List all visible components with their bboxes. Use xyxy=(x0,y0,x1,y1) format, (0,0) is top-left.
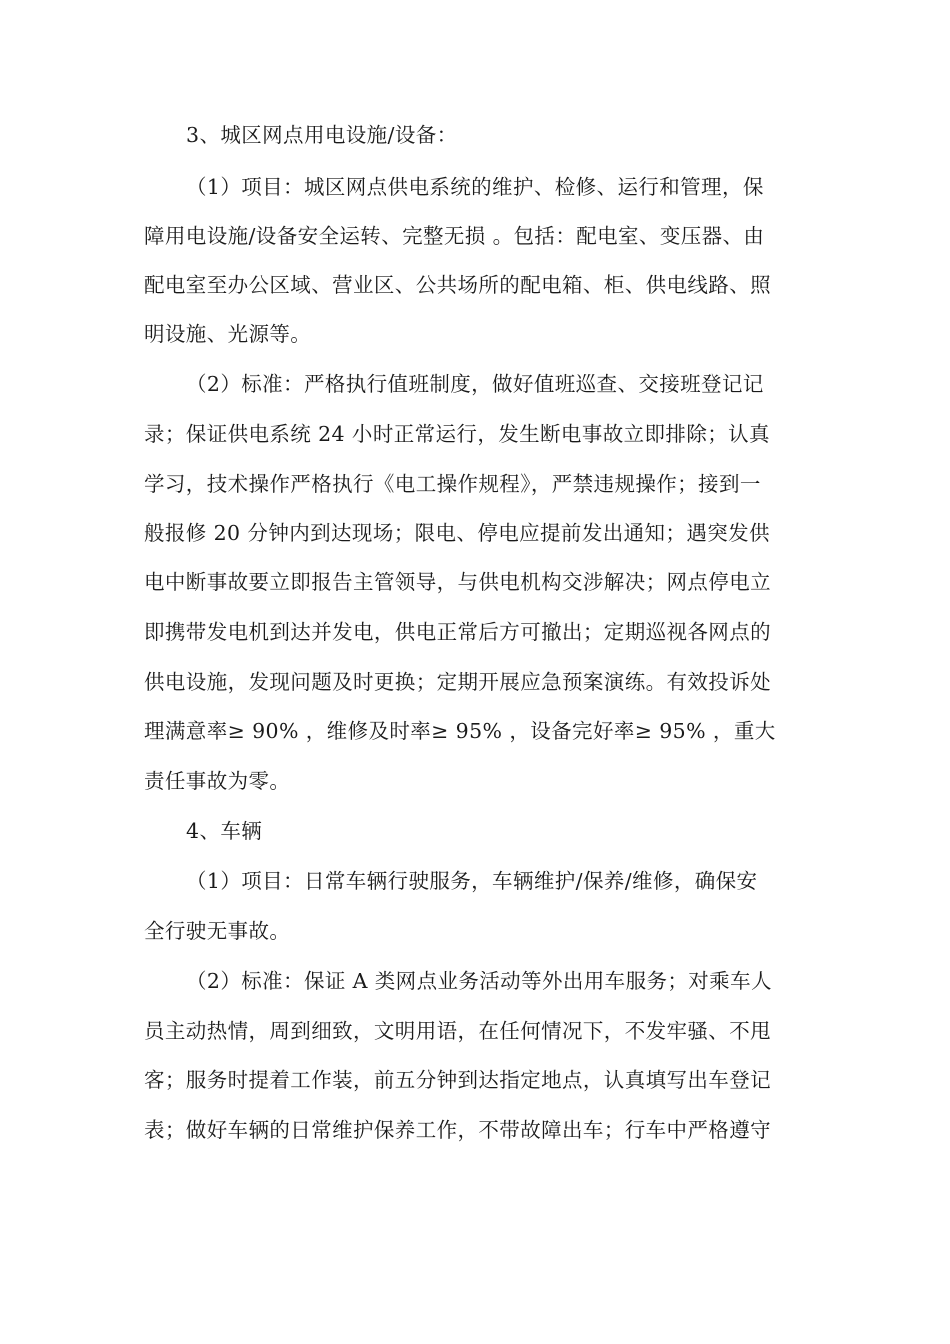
section-3-item-2-line: 电中断事故要立即报告主管领导，与供电机构交涉解决；网点停电立 xyxy=(144,570,771,594)
section-4-item-2-line: （2）标准：保证 A 类网点业务活动等外出用车服务；对乘车人 xyxy=(186,969,772,993)
section-3-item-2-line: 般报修 20 分钟内到达现场；限电、停电应提前发出通知；遇突发供 xyxy=(144,521,770,545)
section-3-item-2-line: （2）标准：严格执行值班制度，做好值班巡查、交接班登记记 xyxy=(186,372,764,396)
section-3-item-1-line: 明设施、光源等。 xyxy=(144,322,312,346)
section-3-item-2-line: 学习，技术操作严格执行《电工操作规程》，严禁违规操作；接到一 xyxy=(144,472,761,496)
section-3-item-1-line: 障用电设施/设备安全运转、完整无损 。包括：配电室、变压器、由 xyxy=(144,224,765,248)
section-4-heading: 4、车辆 xyxy=(186,819,263,843)
section-3-item-1-line: （1）项目：城区网点供电系统的维护、检修、运行和管理，保 xyxy=(186,175,764,199)
section-3-item-2-line: 责任事故为零。 xyxy=(144,769,291,793)
section-3-item-1-line: 配电室至办公区域、营业区、公共场所的配电箱、柜、供电线路、照 xyxy=(144,273,771,297)
section-3-item-2-line: 即携带发电机到达并发电，供电正常后方可撤出；定期巡视各网点的 xyxy=(144,620,771,644)
section-4-item-2-line: 员主动热情，周到细致，文明用语，在任何情况下，不发牢骚、不甩 xyxy=(144,1019,771,1043)
section-3-heading: 3、城区网点用电设施/设备： xyxy=(186,123,458,147)
section-3-item-2-line: 录；保证供电系统 24 小时正常运行，发生断电事故立即排除；认真 xyxy=(144,422,770,446)
section-3-item-2-line: 理满意率≥ 90% ，维修及时率≥ 95% ，设备完好率≥ 95% ，重大 xyxy=(144,719,776,743)
section-4-item-1-line: （1）项目：日常车辆行驶服务，车辆维护/保养/维修，确保安 xyxy=(186,869,758,893)
section-4-item-1-line: 全行驶无事故。 xyxy=(144,919,291,943)
section-4-item-2-line: 客；服务时提着工作装，前五分钟到达指定地点，认真填写出车登记 xyxy=(144,1068,771,1092)
section-4-item-2-line: 表；做好车辆的日常维护保养工作，不带故障出车；行车中严格遵守 xyxy=(144,1118,771,1142)
section-3-item-2-line: 供电设施，发现问题及时更换；定期开展应急预案演练。有效投诉处 xyxy=(144,670,771,694)
